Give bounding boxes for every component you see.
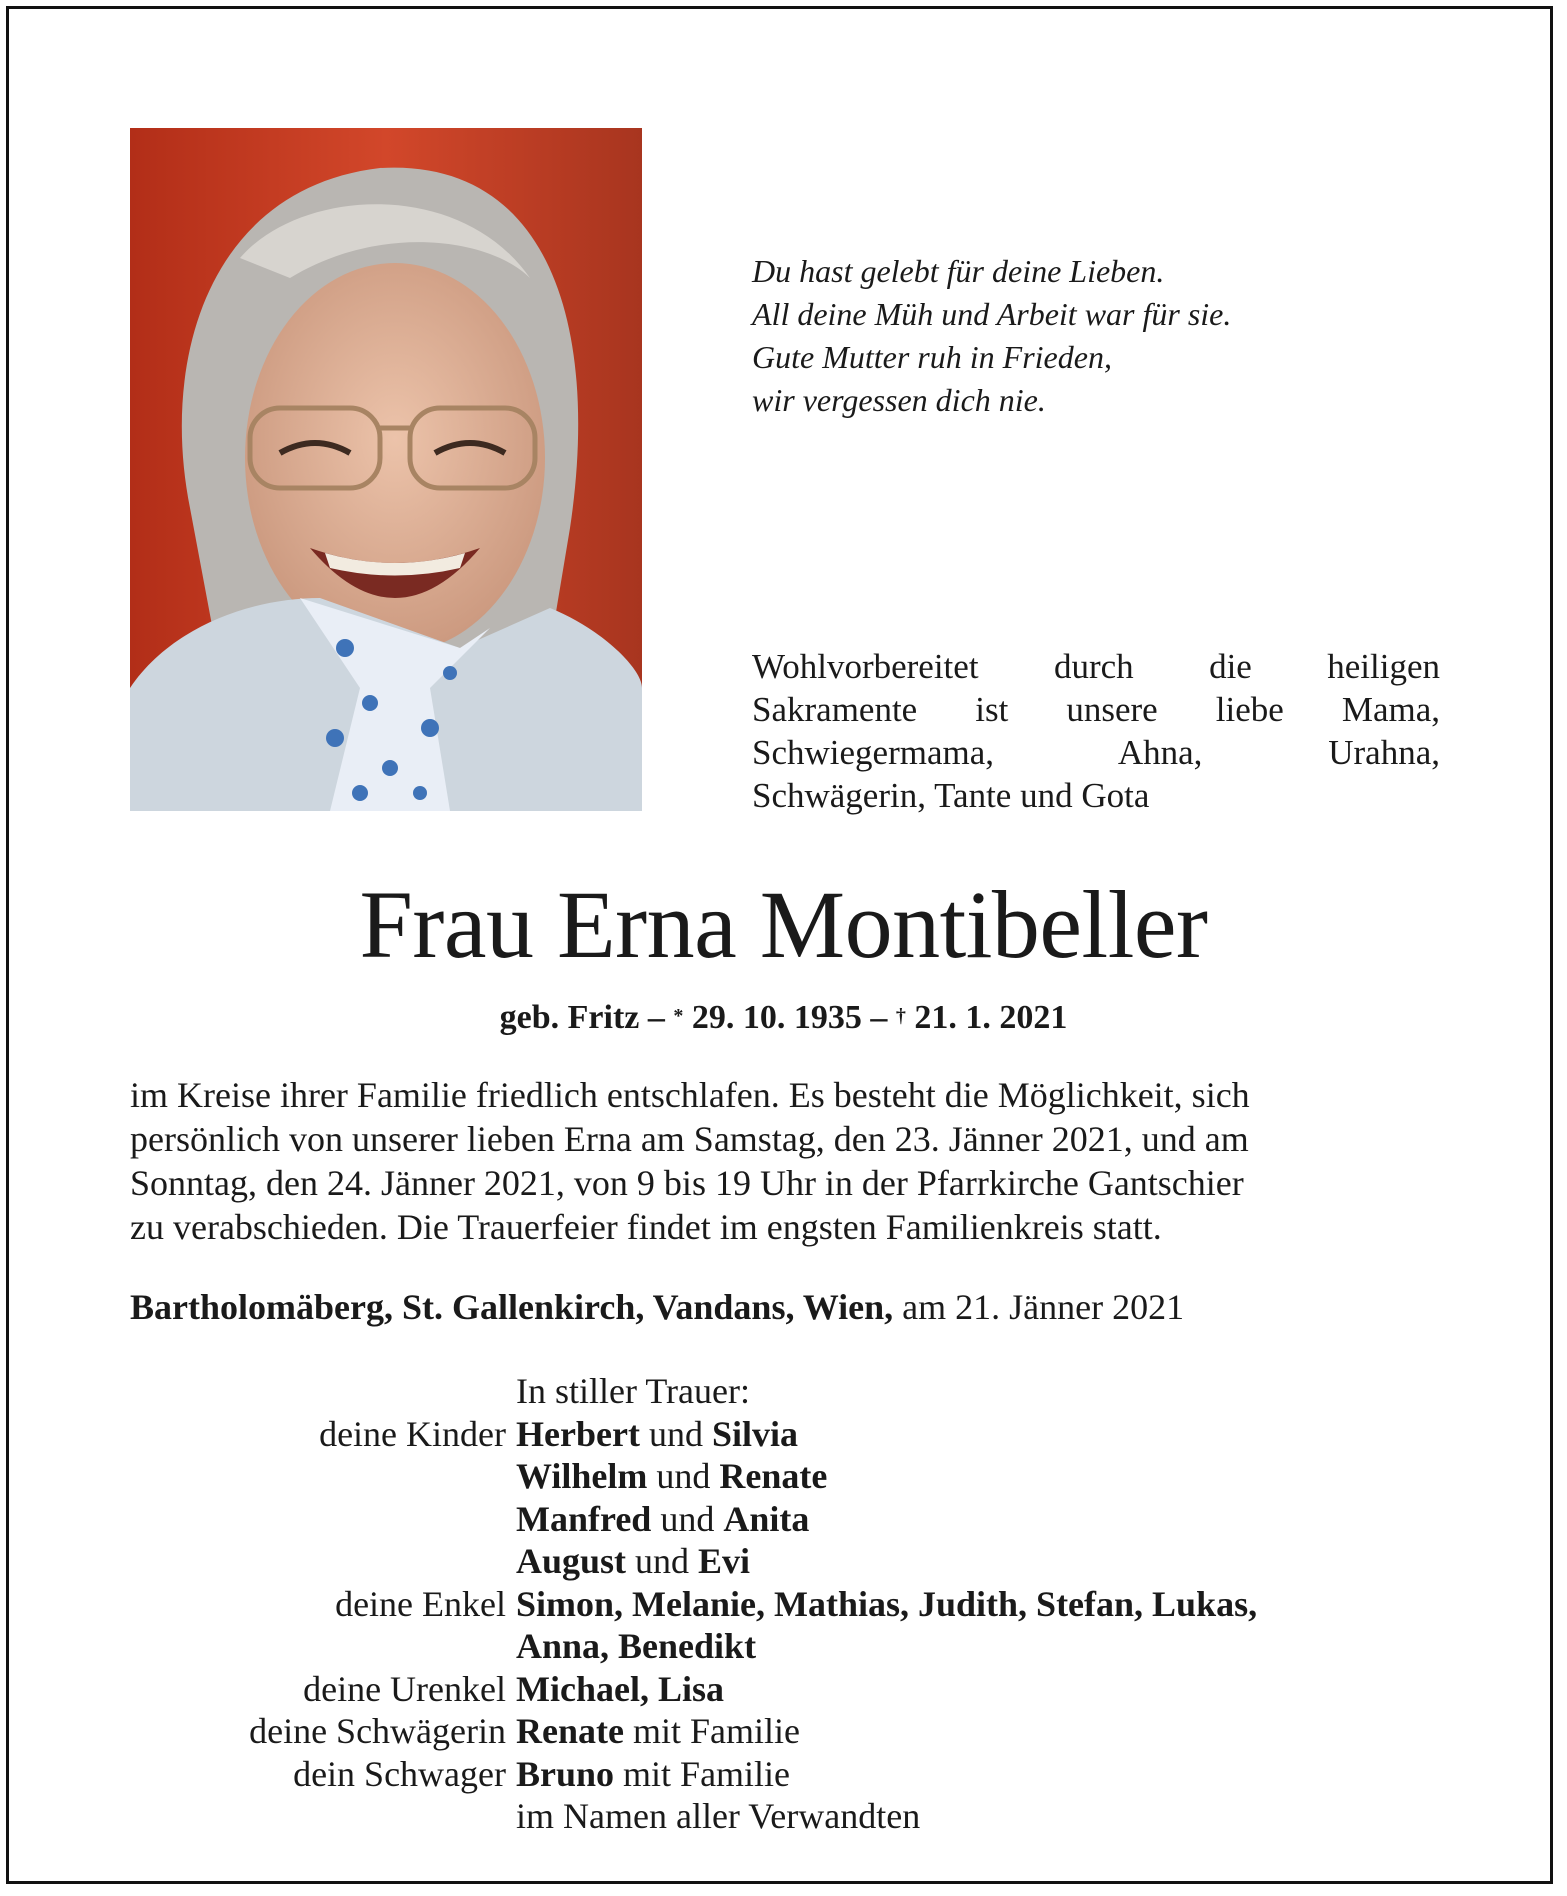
grandchildren-row — [130, 1625, 1470, 1668]
locations: Bartholomäberg, St. Gallenkirch, Vandans, Wien, — [130, 1287, 894, 1327]
poem-line: All deine Müh und Arbeit war für sie. — [752, 296, 1232, 332]
role-label-empty — [130, 1370, 516, 1413]
child-name: Herbert — [516, 1413, 640, 1454]
poem-line: Du hast gelebt für deine Lieben. — [752, 253, 1165, 289]
closing-row — [130, 1795, 1470, 1838]
closing-line: im Namen aller Verwandten — [516, 1796, 921, 1836]
role-label-empty — [130, 1795, 516, 1838]
grandchildren-line: Simon, Melanie, Mathias, Judith, Stefan, Lukas, — [516, 1583, 1258, 1624]
role-label: deine Schwägerin — [249, 1711, 506, 1751]
death-symbol: † — [895, 1005, 906, 1027]
grandchildren-names — [516, 1625, 1470, 1668]
partner-name: Evi — [698, 1541, 751, 1581]
conjunction: und — [647, 1456, 720, 1496]
place-and-date — [130, 1285, 1470, 1329]
intro-line: Schwiegermama, Ahna, Urahna, — [752, 733, 1440, 772]
maiden-name: geb. Fritz — [499, 999, 640, 1036]
poem-line: wir vergessen dich nie. — [752, 382, 1046, 418]
announcement-date: am 21. Jänner 2021 — [893, 1287, 1185, 1327]
role-label: deine Kinder — [319, 1413, 506, 1454]
separator: – — [861, 999, 896, 1036]
mourners-heading-row — [130, 1370, 1470, 1413]
intro-text — [752, 645, 1440, 817]
family-suffix: mit Familie — [614, 1753, 791, 1794]
conjunction: und — [639, 1413, 712, 1454]
birth-date: 29. 10. 1935 — [683, 999, 862, 1036]
body-line: Sonntag, den 24. Jänner 2021, von 9 bis 19 Uhr in der Pfarrkirche Gantschier — [130, 1163, 1244, 1203]
sister-in-law-row — [130, 1710, 1470, 1753]
great-grandchildren-names — [516, 1668, 1470, 1711]
children-pair — [516, 1498, 1470, 1541]
partner-name: Anita — [723, 1498, 810, 1539]
role-label-empty — [130, 1540, 516, 1583]
child-name: August — [516, 1541, 627, 1581]
role-label: dein Schwager — [293, 1753, 506, 1794]
conjunction: und — [651, 1498, 724, 1539]
conjunction: und — [626, 1541, 699, 1581]
body-line: persönlich von unserer lieben Erna am Samstag, den 23. Jänner 2021, und am — [130, 1119, 1249, 1159]
great-grandchildren-line: Michael, Lisa — [516, 1668, 724, 1709]
intro-line: Schwägerin, Tante und Gota — [752, 776, 1150, 815]
portrait-photo — [130, 128, 642, 811]
role-label-empty — [130, 1625, 516, 1668]
role-label-empty — [130, 1498, 516, 1541]
children-pair — [516, 1455, 1470, 1498]
brother-in-law-entry — [516, 1753, 1470, 1796]
intro-line: Sakramente ist unsere liebe Mama, — [752, 690, 1440, 729]
deceased-name: Frau Erna Montibeller — [359, 871, 1208, 978]
death-date: 21. 1. 2021 — [905, 999, 1068, 1036]
children-row — [130, 1413, 1470, 1456]
memorial-poem — [752, 250, 1452, 422]
role-label-empty — [130, 1455, 516, 1498]
role-label: deine Enkel — [335, 1583, 506, 1624]
intro-line: Wohlvorbereitet durch die heiligen — [752, 647, 1440, 686]
family-suffix: mit Familie — [623, 1711, 800, 1751]
child-name: Wilhelm — [516, 1456, 648, 1496]
role-label: deine Urenkel — [303, 1668, 506, 1709]
grandchildren-row — [130, 1583, 1470, 1626]
separator: – — [639, 999, 674, 1036]
child-name: Manfred — [516, 1498, 652, 1539]
sister-in-law-name: Renate — [516, 1711, 624, 1751]
partner-name: Renate — [719, 1456, 828, 1496]
life-dates — [0, 997, 1567, 1039]
great-grandchildren-row — [130, 1668, 1470, 1711]
children-pair — [516, 1413, 1470, 1456]
mourners-list — [130, 1370, 1470, 1838]
children-row — [130, 1540, 1470, 1583]
sister-in-law-entry — [516, 1710, 1470, 1753]
children-pair — [516, 1540, 1470, 1583]
children-row — [130, 1498, 1470, 1541]
brother-in-law-name: Bruno — [516, 1753, 615, 1794]
partner-name: Silvia — [711, 1413, 798, 1454]
body-line: zu verabschieden. Die Trauerfeier findet im engsten Familienkreis statt. — [130, 1207, 1162, 1247]
grandchildren-names — [516, 1583, 1470, 1626]
grandchildren-line: Anna, Benedikt — [516, 1626, 757, 1666]
announcement-body — [130, 1073, 1450, 1249]
poem-line: Gute Mutter ruh in Frieden, — [752, 339, 1112, 375]
birth-symbol: * — [673, 1005, 684, 1027]
mourners-heading: In stiller Trauer: — [516, 1371, 750, 1411]
children-row — [130, 1455, 1470, 1498]
body-line: im Kreise ihrer Familie friedlich entschlafen. Es besteht die Möglichkeit, sich — [130, 1075, 1250, 1115]
brother-in-law-row — [130, 1753, 1470, 1796]
